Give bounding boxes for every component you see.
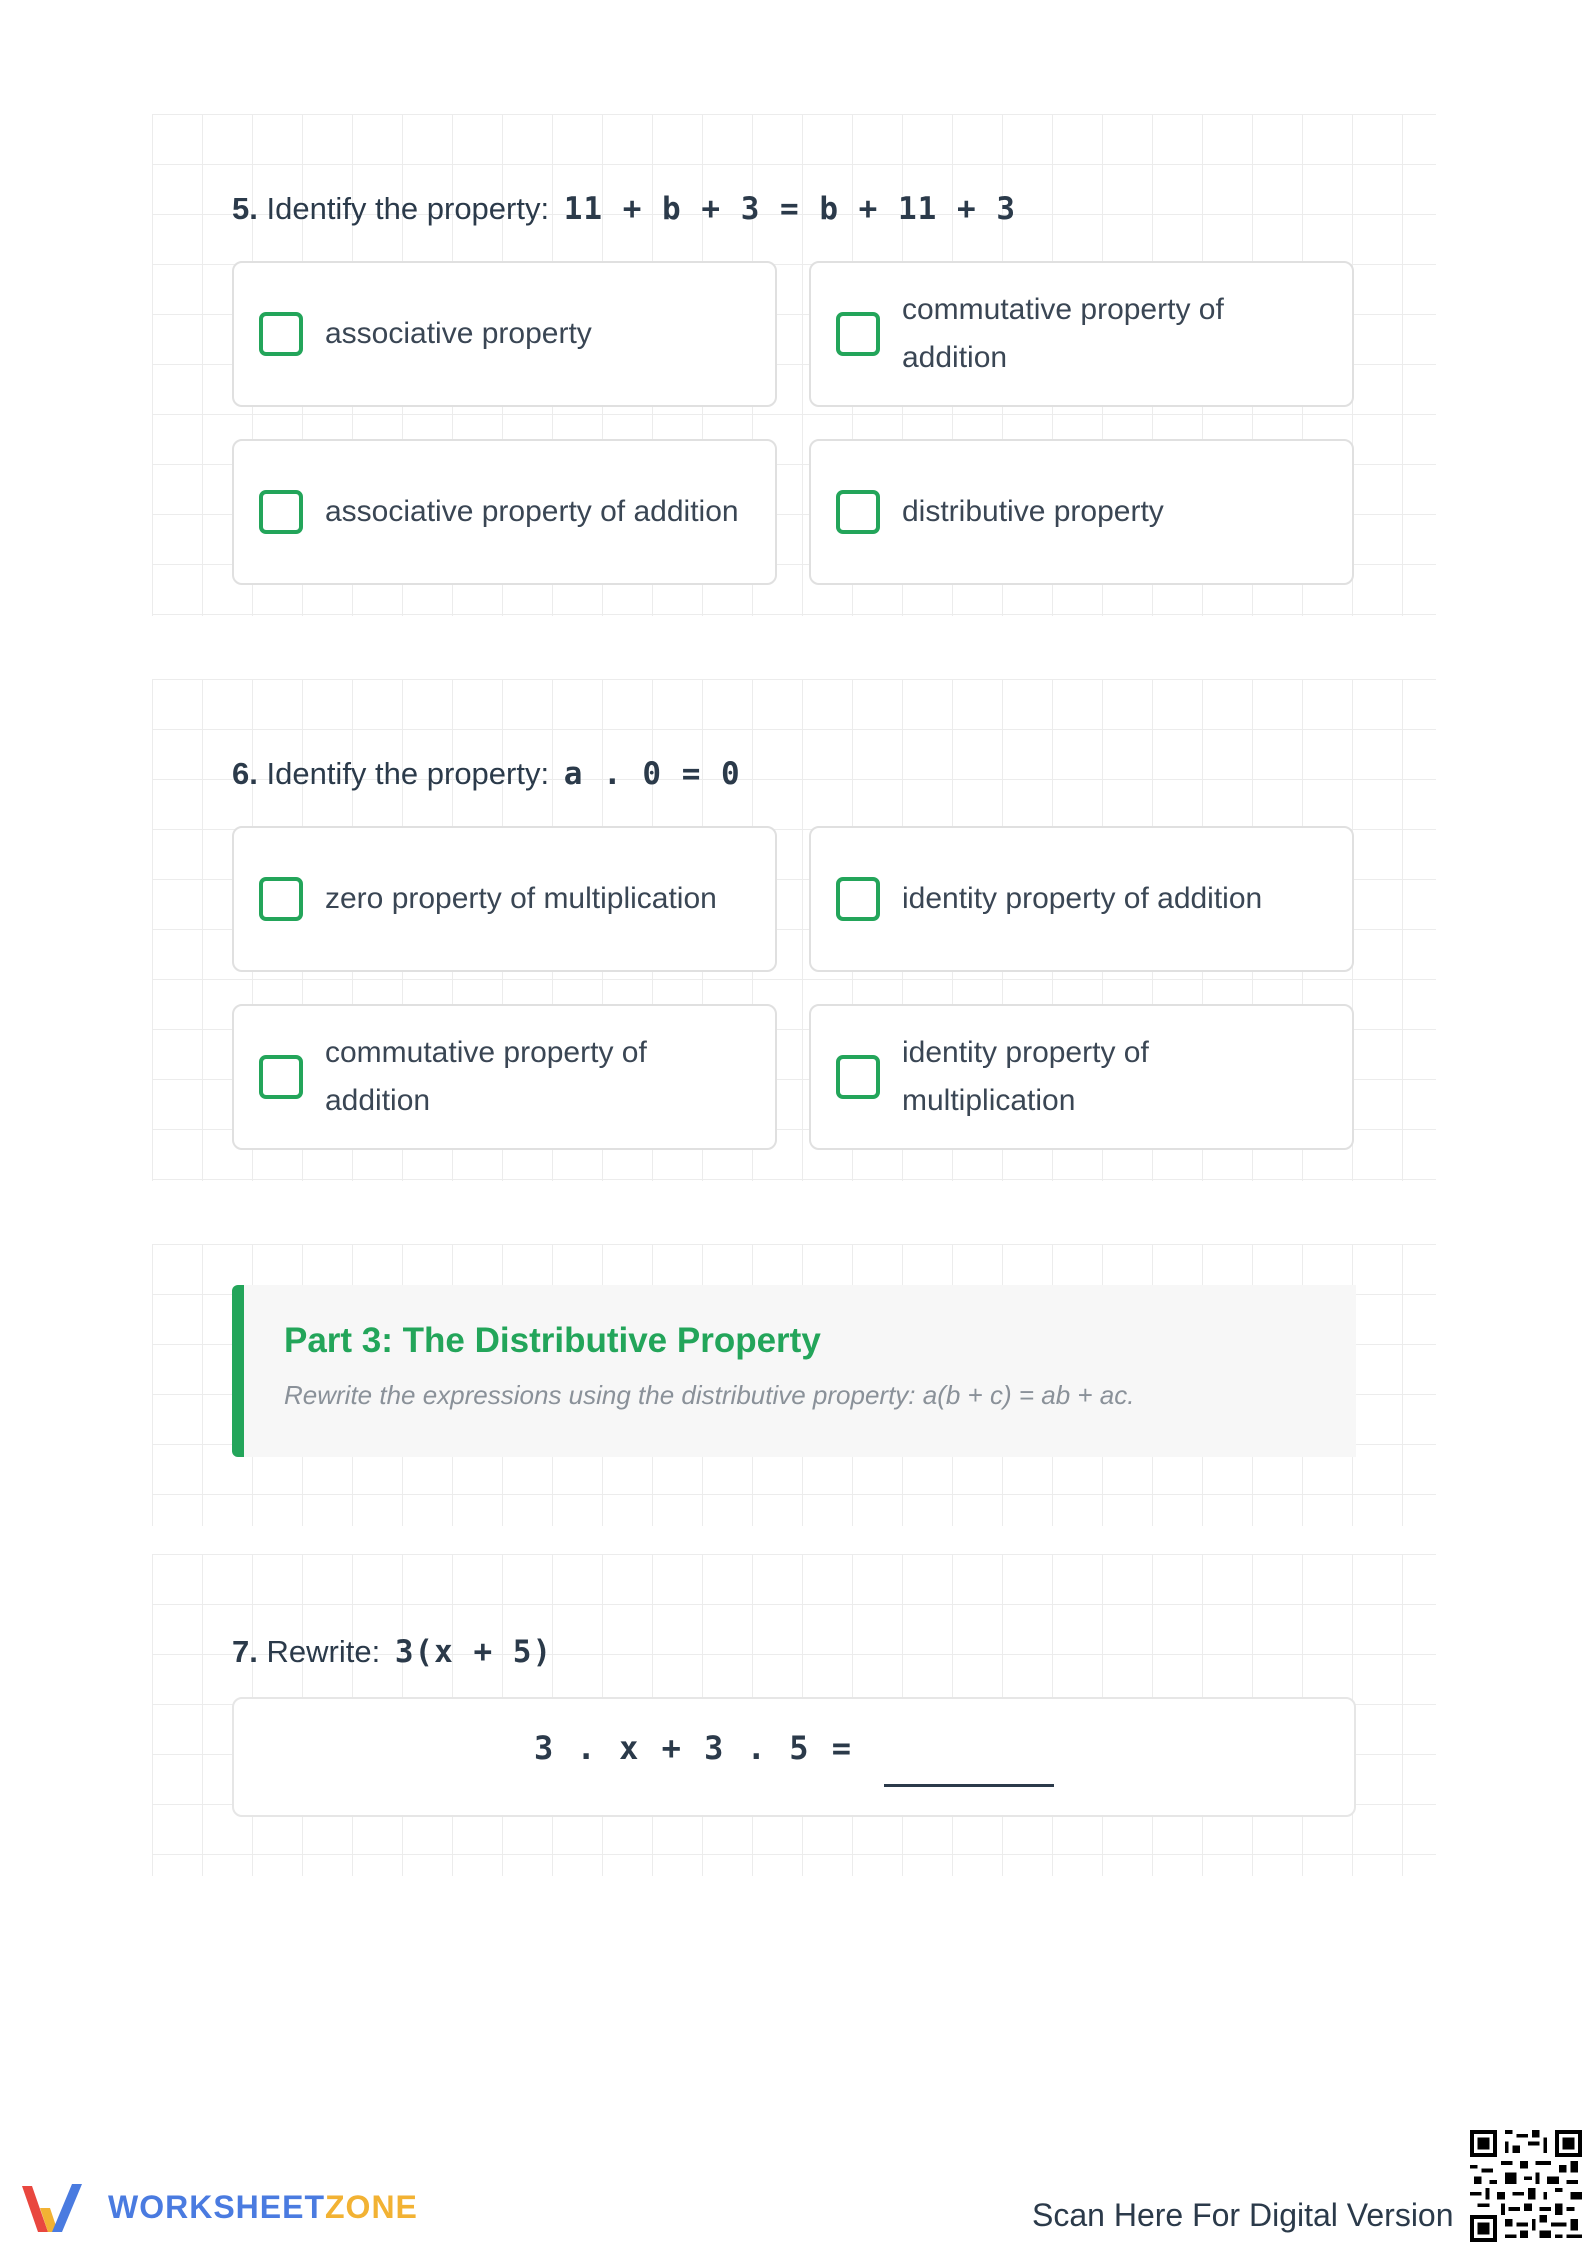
- option-identity-property-of-multiplication[interactable]: [809, 1004, 1354, 1150]
- scan-instruction: Scan Here For Digital Version: [1032, 2197, 1454, 2233]
- checkbox[interactable]: [259, 490, 303, 534]
- option-identity-property-of-addition[interactable]: [809, 826, 1354, 972]
- option-associative-property-of-addition[interactable]: [232, 439, 777, 585]
- question-title: [232, 752, 1356, 796]
- option-commutative-property-of-addition[interactable]: [809, 261, 1354, 407]
- question-prompt: Identify the property:: [266, 191, 550, 226]
- question-expression: 11 + b + 3 = b + 11 + 3: [563, 191, 1016, 227]
- checkbox[interactable]: [836, 1055, 880, 1099]
- brand-name-part1: WORKSHEET: [108, 2189, 325, 2225]
- qr-code-icon[interactable]: [1470, 2130, 1582, 2242]
- section-instructions: Rewrite the expressions using the distributive property: a(b + c) = ab + ac.: [284, 1380, 1135, 1410]
- option-label: identity property of multiplication: [902, 1036, 1149, 1117]
- question-5: [232, 187, 1356, 585]
- section-header-part3: [232, 1285, 1356, 1457]
- checkbox[interactable]: [259, 312, 303, 356]
- checkbox[interactable]: [836, 490, 880, 534]
- option-label: commutative property of addition: [325, 1036, 647, 1117]
- section-title: Part 3: The Distributive Property: [284, 1321, 821, 1360]
- question-number: 7.: [232, 1634, 258, 1669]
- question-title: [232, 187, 1356, 231]
- option-label: zero property of multiplication: [325, 882, 717, 915]
- answer-options: [232, 261, 1356, 585]
- worksheetzone-logo-icon: [18, 2178, 100, 2238]
- option-associative-property[interactable]: [232, 261, 777, 407]
- question-prompt: Identify the property:: [266, 756, 550, 791]
- option-label: commutative property of addition: [902, 293, 1224, 374]
- brand-name-part2: ZONE: [325, 2189, 418, 2225]
- answer-box: [232, 1697, 1356, 1817]
- checkbox[interactable]: [836, 877, 880, 921]
- question-prompt: Rewrite:: [266, 1634, 381, 1669]
- question-number: 6.: [232, 756, 258, 791]
- option-label: associative property: [325, 317, 592, 350]
- option-label: identity property of addition: [902, 882, 1263, 915]
- option-zero-property-of-multiplication[interactable]: [232, 826, 777, 972]
- answer-blank-line[interactable]: [884, 1784, 1054, 1787]
- question-expression: a . 0 = 0: [563, 756, 741, 792]
- question-title: [232, 1630, 1356, 1674]
- option-label: distributive property: [902, 495, 1164, 528]
- checkbox[interactable]: [259, 877, 303, 921]
- option-label: associative property of addition: [325, 495, 739, 528]
- question-7: [232, 1630, 1356, 1674]
- option-commutative-property-of-addition[interactable]: [232, 1004, 777, 1150]
- answer-expression: 3 . x + 3 . 5 =: [534, 1729, 853, 1767]
- option-distributive-property[interactable]: [809, 439, 1354, 585]
- answer-options: [232, 826, 1356, 1150]
- question-expression: 3(x + 5): [394, 1634, 553, 1670]
- checkbox[interactable]: [836, 312, 880, 356]
- question-number: 5.: [232, 191, 258, 226]
- question-6: [232, 752, 1356, 1150]
- checkbox[interactable]: [259, 1055, 303, 1099]
- brand-name: [108, 2185, 418, 2229]
